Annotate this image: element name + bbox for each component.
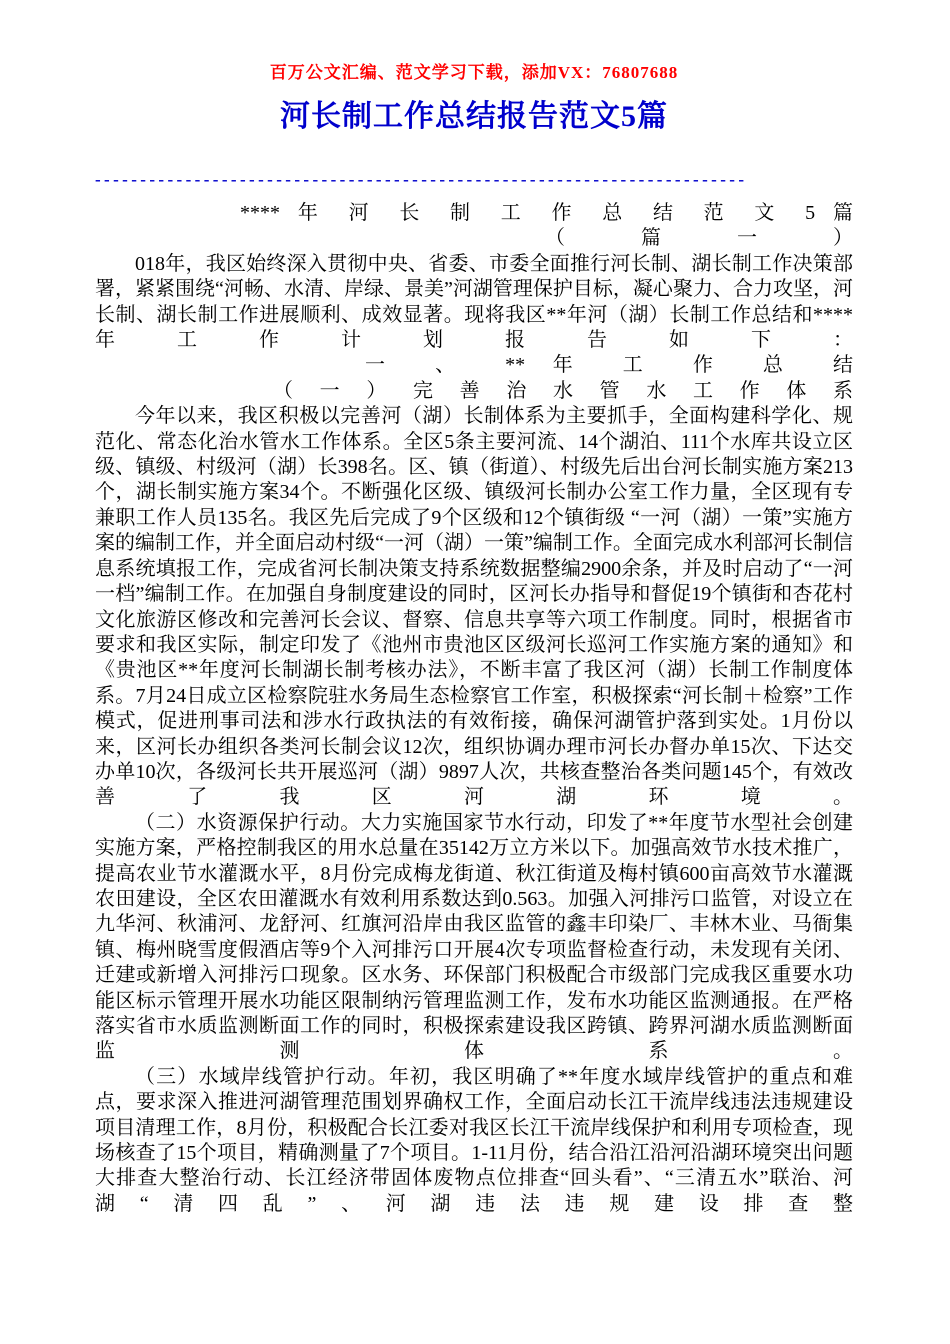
heading-line-section-one: 一 、 ** 年 工 作 总 结 <box>365 354 853 377</box>
paragraph-intro: 018年，我区始终深入贯彻中央、省委、市委全面推行河长制、湖长制工作决策部署，紧紧围绕“河畅、水清、岸绿、景美”河湖管理保护目标，凝心聚力、合力攻坚，河长制、湖长制工作进展顺利、成效显著。现将我区**年河（湖）长制工作总结和****年工作计划报告如下： <box>95 252 853 352</box>
document-title: 河长制工作总结报告范文5篇 <box>280 100 668 133</box>
separator-line: ------------------------------------------------------------------------ <box>95 170 748 189</box>
heading-line-series-title: **** 年 河 长 制 工 作 总 结 范 文 5 篇 <box>240 202 853 224</box>
heading-line-part-one: （ 篇 一 ） <box>545 227 853 250</box>
document-body <box>95 201 853 1217</box>
header-notice: 百万公文汇编、范文学习下载，添加VX：76807688 <box>269 63 679 82</box>
paragraph-water-resource-protection: （二）水资源保护行动。大力实施国家节水行动，印发了**年度节水型社会创建实施方案，严格控制我区的用水总量在35142万立方米以下。加强高效节水技术推广，提高农业节水灌溉水平，8月份完成梅龙街道、秋江街道及梅村镇600亩高效节水灌溉农田建设，全区农田灌溉水有效利用系数达到0.563。加强入河排污口监管，对设立在九华河、秋浦河、龙舒河、红旗河沿岸由我区监管的鑫丰印染厂、丰林木业、马衙集镇、梅州晓雪度假酒店等9个入河排污口开展4次专项监督检查行动，未发现有关闭、迁建或新增入河排污口现象。区水务、环保部门积极配合市级部门完成我区重要水功能区标示管理开展水功能区限制纳污管理监测工作，发布水功能区监测通报。在严格落实省市水质监测断面工作的同时，积极探索建设我区跨镇、跨界河湖水质监测断面监测体系。 <box>95 811 853 1063</box>
paragraph-water-governance-system: 今年以来，我区积极以完善河（湖）长制体系为主要抓手，全面构建科学化、规范化、常态化治水管水工作体系。全区5条主要河流、14个湖泊、111个水库共设立区级、镇级、村级河（湖）长398名。区、镇（街道）、村级先后出台河长制实施方案213个，湖长制实施方案34个。不断强化区级、镇级河长制办公室工作力量，全区现有专兼职工作人员135名。我区先后完成了9个区级和12个镇街级 “一河（湖）一策”实施方案的编制工作，并全面启动村级“一河（湖）一策”编制工作。全面完成水利部河长制信息系统填报工作，完成省河长制决策支持系统数据整编2900余条，并及时启动了“一河一档”编制工作。在加强自身制度建设的同时，区河长办指导和督促19个镇街和杏花村文化旅游区修改和完善河长会议、督察、信息共享等六项工作制度。同时，根据省市要求和我区实际，制定印发了《池州市贵池区区级河长巡河工作实施方案的通知》和《贵池区**年度河长制湖长制考核办法》，不断丰富了我区河（湖）长制工作制度体系。7月24日成立区检察院驻水务局生态检察官工作室，积极探索“河长制＋检察”工作模式，促进刑事司法和涉水行政执法的有效衔接，确保河湖管护落到实处。1月份以来，区河长办组织各类河长制会议12次，组织协调办理市河长办督办单15次、下达交办单10次，各级河长共开展巡河（湖）9897人次，共核查整治各类问题145个，有效改善了我区河湖环境。 <box>95 405 853 809</box>
paragraph-shoreline-management: （三）水域岸线管护行动。年初，我区明确了**年度水域岸线管护的重点和难点，要求深入推进河湖管理范围划界确权工作，全面启动长江干流岸线违法违规建设项目清理工作，8月份，积极配合长江委对我区长江干流岸线保护和利用专项检查，现场核查了15个项目，精确测量了7个项目。1-11月份，结合沿江沿河沿湖环境突出问题大排查大整治行动、长江经济带固体废物点位排查“回头看”、“三清五水”联治、河湖“清四乱”、河湖违法违规建设排查整 <box>95 1065 853 1215</box>
heading-line-subsection-one: （ 一 ） 完 善 治 水 管 水 工 作 体 系 <box>273 379 853 402</box>
